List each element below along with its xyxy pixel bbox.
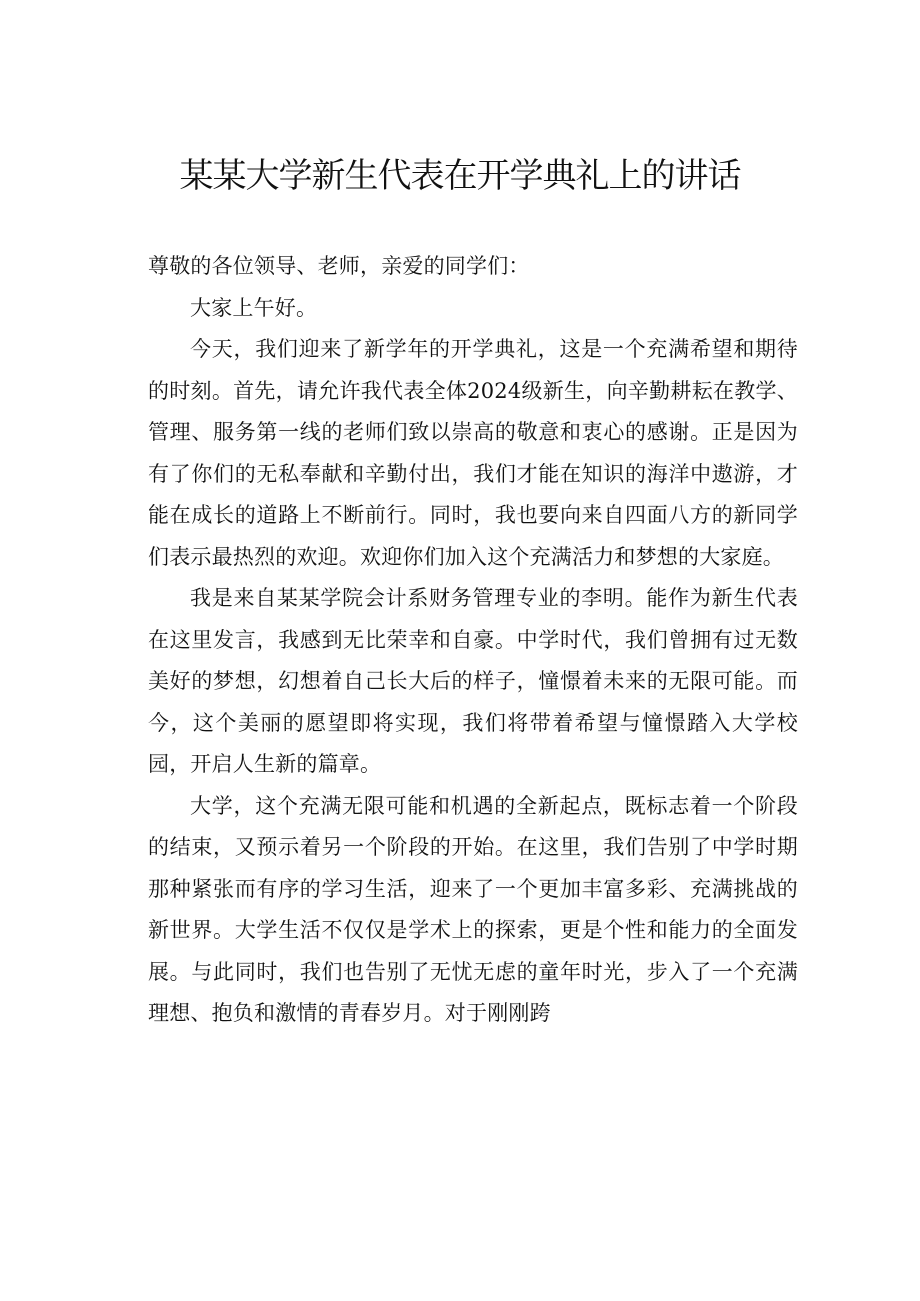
paragraph-2: 我是来自某某学院会计系财务管理专业的李明。能作为新生代表在这里发言，我感到无比荣幸和自豪。中学时代，我们曾拥有过无数美好的梦想，幻想着自己长大后的样子，憧憬着未来的无限可能。而今，这个美丽的愿望即将实现，我们将带着希望与憧憬踏入大学校园，开启人生新的篇章。 [148, 586, 798, 776]
salutation: 尊敬的各位领导、老师，亲爱的同学们： [148, 254, 530, 278]
paragraph-3: 大学，这个充满无限可能和机遇的全新起点，既标志着一个阶段的结束，又预示着另一个阶段的开始。在这里，我们告别了中学时期那种紧张而有序的学习生活，迎来了一个更加丰富多彩、充满挑战的新世界。大学生活不仅仅是学术上的探索，更是个性和能力的全面发展。与此同时，我们也告别了无忧无虑的童年时光，步入了一个充满理想、抱负和激情的青春岁月。对于刚刚跨 [148, 793, 798, 1025]
greeting: 大家上午好。 [190, 295, 318, 320]
document-title: 某某大学新生代表在开学典礼上的讲话 [179, 156, 741, 196]
paragraph-1: 今天，我们迎来了新学年的开学典礼，这是一个充满希望和期待的时刻。首先，请允许我代表全体2024级新生，向辛勤耕耘在教学、管理、服务第一线的老师们致以崇高的敬意和衷心的感谢。正是因为有了你们的无私奉献和辛勤付出，我们才能在知识的海洋中遨游，才能在成长的道路上不断前行。同时，我也要向来自四面八方的新同学们表示最热烈的欢迎。欢迎你们加入这个充满活力和梦想的大家庭。 [148, 337, 798, 569]
document-body [148, 246, 798, 1035]
